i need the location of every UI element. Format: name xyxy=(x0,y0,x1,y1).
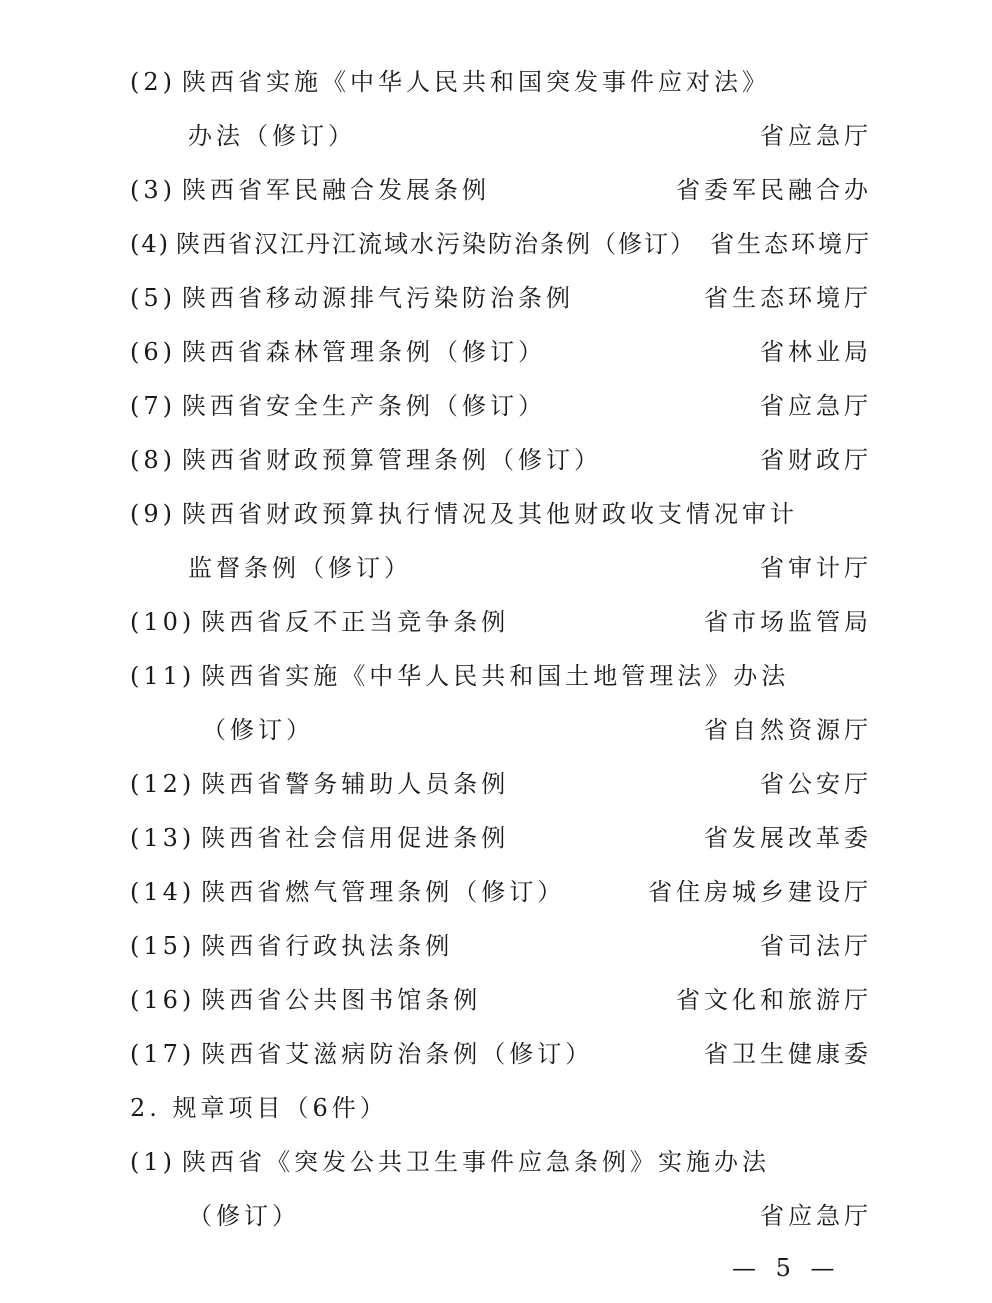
list-item xyxy=(130,764,872,804)
item-title: 陕西省反不正当竞争条例 xyxy=(201,608,510,636)
list-item xyxy=(130,818,872,858)
item-number: (10) xyxy=(130,608,196,636)
item-title-continuation: 办法（修订） xyxy=(188,122,356,150)
list-item xyxy=(130,656,872,696)
list-item xyxy=(130,278,872,318)
item-title: 陕西省财政预算执行情况及其他财政收支情况审计 xyxy=(182,500,798,528)
item-number: (5) xyxy=(130,284,176,312)
list-item xyxy=(130,1034,872,1074)
page-number: — 5 — xyxy=(732,1254,841,1282)
item-number: (2) xyxy=(130,68,176,96)
list-item xyxy=(130,332,872,372)
list-item xyxy=(130,494,872,534)
item-number: (4) xyxy=(130,230,170,258)
item-title: 陕西省实施《中华人民共和国突发事件应对法》 xyxy=(182,68,770,96)
item-title: 陕西省《突发公共卫生事件应急条例》实施办法 xyxy=(182,1148,770,1176)
item-title: 陕西省艾滋病防治条例（修订） xyxy=(201,1040,594,1068)
item-number: (1) xyxy=(130,1148,176,1176)
item-title: 陕西省公共图书馆条例 xyxy=(201,986,482,1014)
item-number: (6) xyxy=(130,338,176,366)
item-title-continuation: （修订） xyxy=(202,716,314,744)
item-department: 省发展改革委 xyxy=(704,824,872,852)
item-department: 省应急厅 xyxy=(760,122,872,150)
item-number: (8) xyxy=(130,446,176,474)
list-item-continuation xyxy=(188,1196,872,1236)
item-department: 省应急厅 xyxy=(760,1202,872,1230)
item-department: 省生态环境厅 xyxy=(710,230,872,258)
item-title: 陕西省警务辅助人员条例 xyxy=(201,770,510,798)
item-department: 省住房城乡建设厅 xyxy=(648,878,872,906)
list-item xyxy=(130,980,872,1020)
item-department: 省财政厅 xyxy=(760,446,872,474)
item-title: 陕西省行政执法条例 xyxy=(201,932,454,960)
item-title: 陕西省移动源排气污染防治条例 xyxy=(182,284,574,312)
list-item-continuation xyxy=(188,548,872,588)
item-department: 省审计厅 xyxy=(760,554,872,582)
item-department: 省公安厅 xyxy=(760,770,872,798)
list-item xyxy=(130,602,872,642)
item-number: (9) xyxy=(130,500,176,528)
item-department: 省卫生健康委 xyxy=(704,1040,872,1068)
item-title: 陕西省燃气管理条例（修订） xyxy=(201,878,566,906)
section-heading xyxy=(130,1088,872,1128)
item-number: (3) xyxy=(130,176,176,204)
item-title: 陕西省军民融合发展条例 xyxy=(182,176,490,204)
item-title: 陕西省财政预算管理条例（修订） xyxy=(182,446,602,474)
list-item xyxy=(130,224,872,264)
item-department: 省市场监管局 xyxy=(704,608,872,636)
item-title: 陕西省安全生产条例（修订） xyxy=(182,392,546,420)
item-title-continuation: （修订） xyxy=(188,1202,300,1230)
list-item-continuation xyxy=(202,710,872,750)
item-department: 省司法厅 xyxy=(760,932,872,960)
item-number: (14) xyxy=(130,878,196,906)
list-item xyxy=(130,440,872,480)
item-title: 陕西省实施《中华人民共和国土地管理法》办法 xyxy=(201,662,790,690)
item-department: 省生态环境厅 xyxy=(704,284,872,312)
list-item xyxy=(130,62,872,102)
item-number: (17) xyxy=(130,1040,196,1068)
item-number: (15) xyxy=(130,932,196,960)
list-item-continuation xyxy=(188,116,872,156)
list-item xyxy=(130,170,872,210)
item-department: 省应急厅 xyxy=(760,392,872,420)
item-department: 省林业局 xyxy=(760,338,872,366)
item-title: 陕西省社会信用促进条例 xyxy=(201,824,510,852)
list-item xyxy=(130,1142,872,1182)
item-number: (11) xyxy=(130,662,196,690)
item-number: (13) xyxy=(130,824,196,852)
item-number: (7) xyxy=(130,392,176,420)
section-heading-text: 2. 规章项目（6件） xyxy=(130,1094,388,1122)
list-item xyxy=(130,386,872,426)
item-number: (12) xyxy=(130,770,196,798)
list-item xyxy=(130,926,872,966)
item-title: 陕西省汉江丹江流域水污染防治条例（修订） xyxy=(176,230,696,258)
list-item xyxy=(130,872,872,912)
item-number: (16) xyxy=(130,986,196,1014)
item-department: 省委军民融合办 xyxy=(676,176,872,204)
item-department: 省自然资源厅 xyxy=(704,716,872,744)
item-department: 省文化和旅游厅 xyxy=(676,986,872,1014)
item-title: 陕西省森林管理条例（修订） xyxy=(182,338,546,366)
item-title-continuation: 监督条例（修订） xyxy=(188,554,412,582)
